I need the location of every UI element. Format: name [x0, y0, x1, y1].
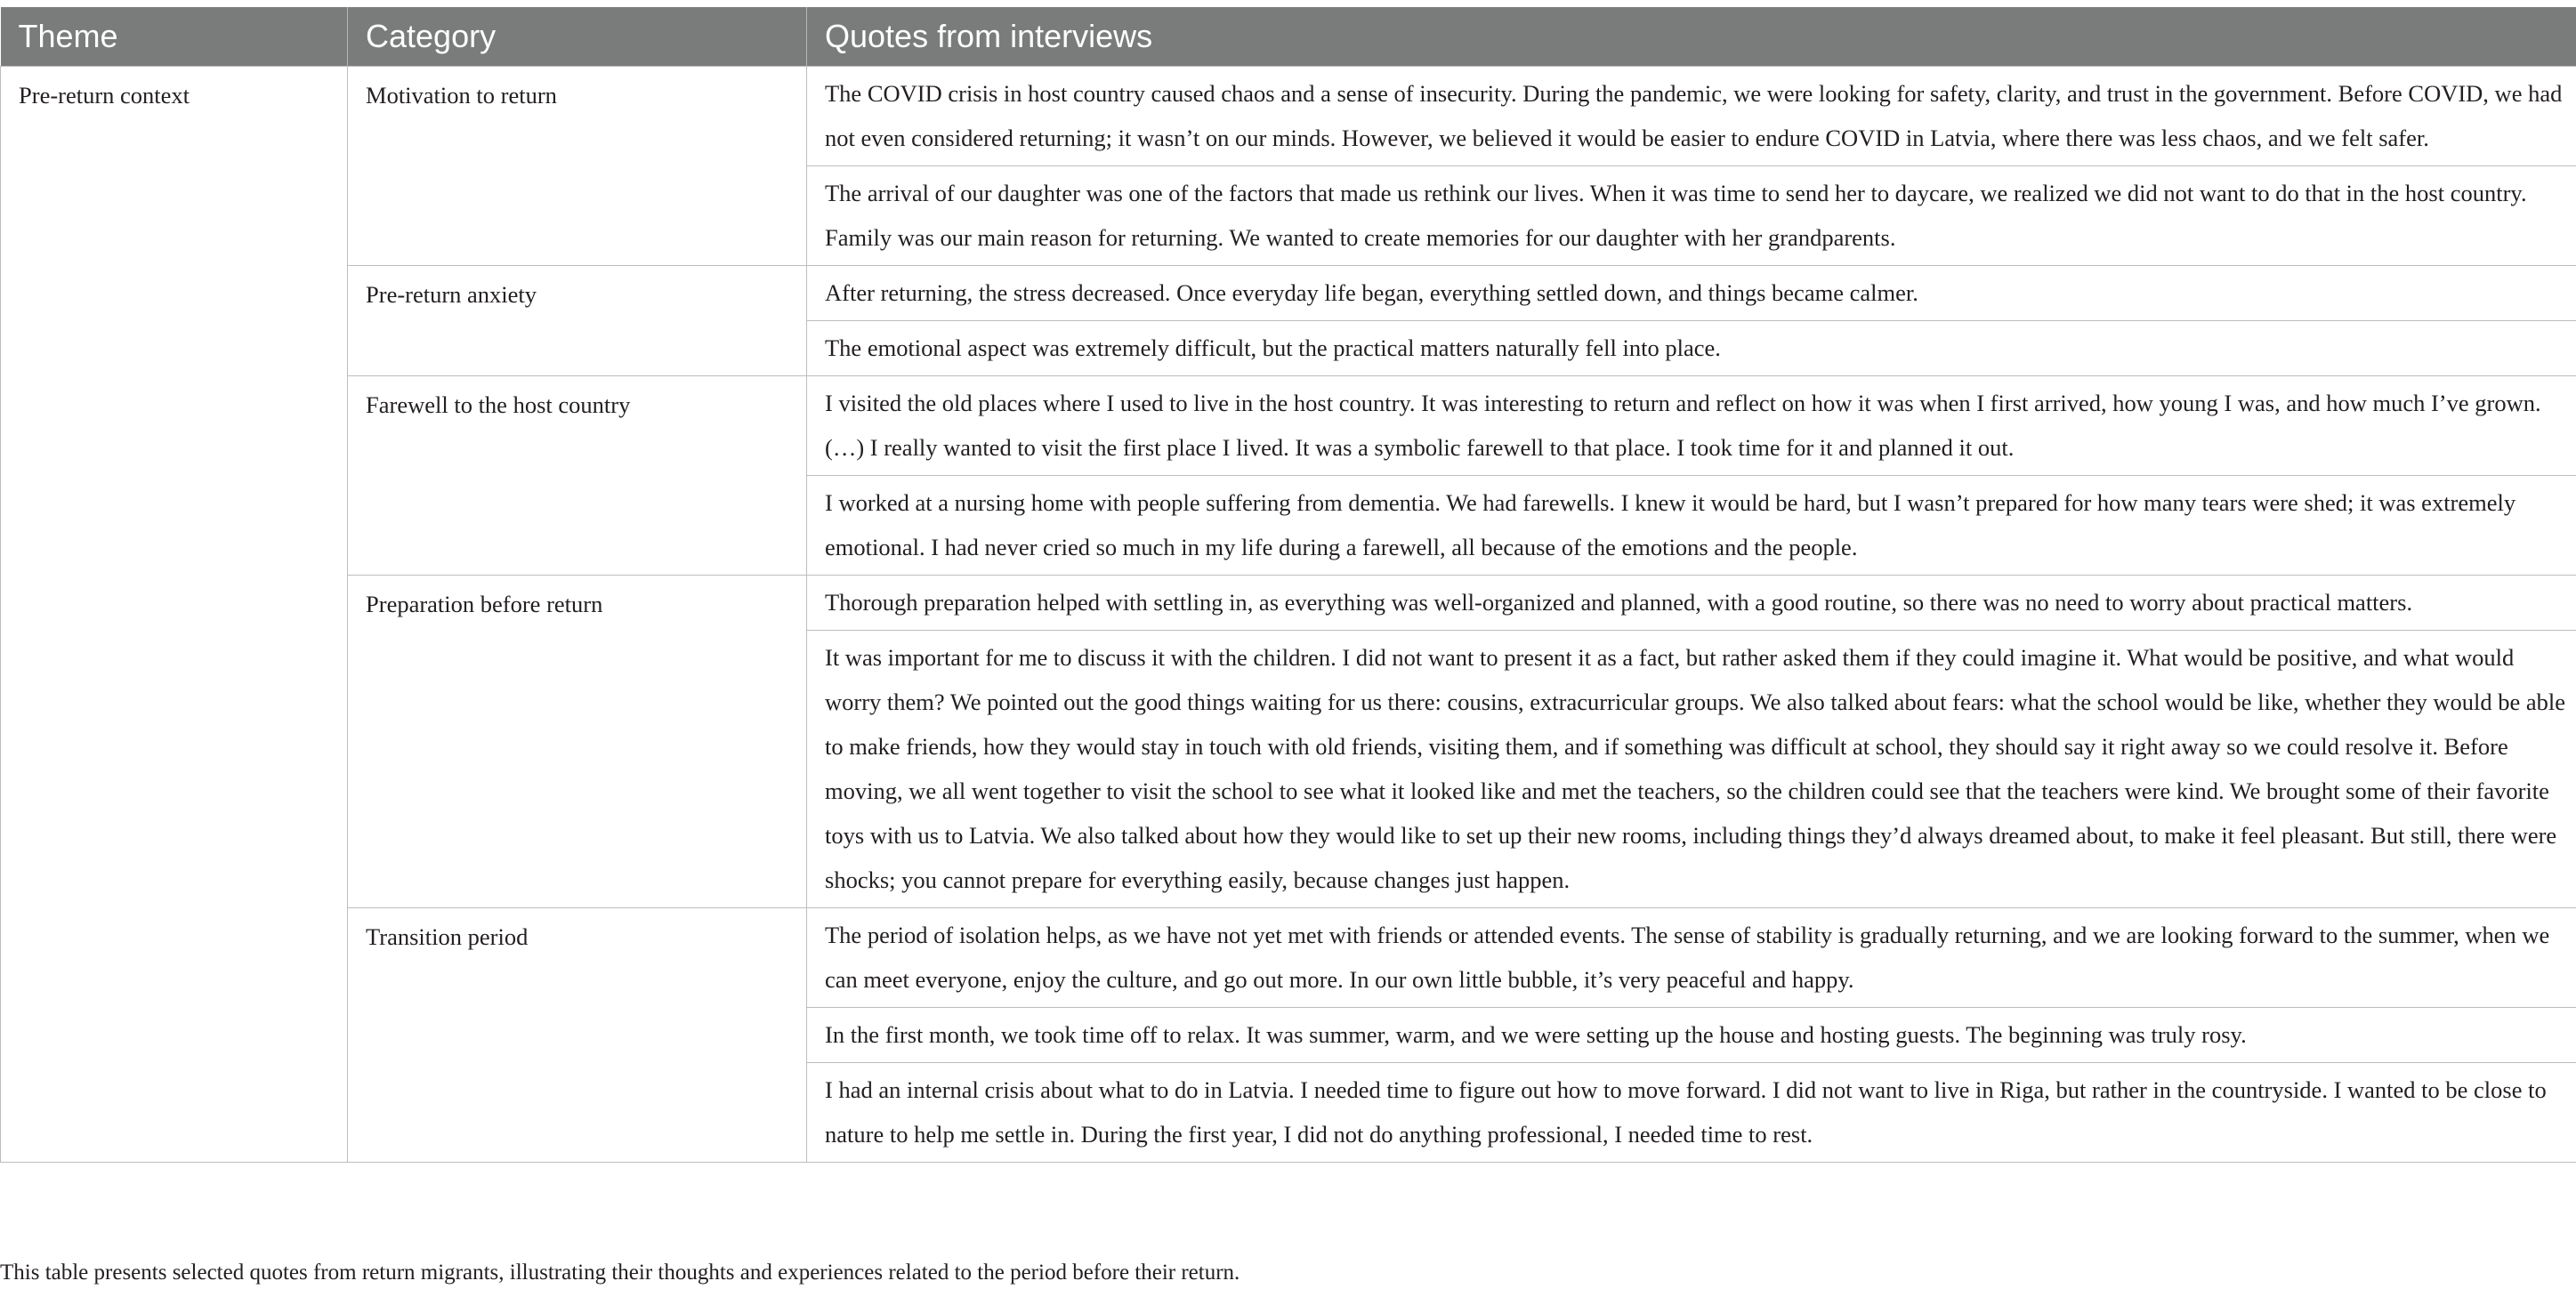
table-row	[1, 66, 2576, 165]
table-footnote: This table presents selected quotes from return migrants, illustrating their thoughts and experiences related to the period before their return.	[0, 1261, 1240, 1285]
header-theme: Theme	[1, 7, 348, 66]
category-cell: Preparation before return	[348, 575, 807, 907]
category-cell: Farewell to the host country	[348, 375, 807, 575]
quote-cell: I visited the old places where I used to live in the host country. It was interesting to return and reflect on how it was when I first arrived, how young I was, and how much I’ve grown. (…) I really wanted to visit the first place I lived. It was a symbolic farewell to that place. I took time for it and planned it out.	[807, 375, 2576, 475]
quote-cell: The arrival of our daughter was one of the factors that made us rethink our lives. When it was time to send her to daycare, we realized we did not want to do that in the host country. Family was our main reason for returning. We wanted to create memories for our daughter with her grandparents.	[807, 165, 2576, 265]
category-cell: Pre-return anxiety	[348, 265, 807, 375]
category-cell: Transition period	[348, 907, 807, 1162]
quote-cell: The period of isolation helps, as we have not yet met with friends or attended events. The sense of stability is gradually returning, and we are looking forward to the summer, when we can meet everyone, enjoy the culture, and go out more. In our own little bubble, it’s very peaceful and happy.	[807, 907, 2576, 1007]
quote-cell: The emotional aspect was extremely difficult, but the practical matters naturally fell into place.	[807, 320, 2576, 375]
quote-cell: I had an internal crisis about what to do in Latvia. I needed time to figure out how to move forward. I did not want to live in Riga, but rather in the countryside. I wanted to be close to nature to help me settle in. During the first year, I did not do anything professional, I needed time to rest.	[807, 1062, 2576, 1162]
quote-cell: In the first month, we took time off to relax. It was summer, warm, and we were setting up the house and hosting guests. The beginning was truly rosy.	[807, 1007, 2576, 1062]
table-header	[1, 7, 2576, 66]
quote-cell: It was important for me to discuss it with the children. I did not want to present it as a fact, but rather asked them if they could imagine it. What would be positive, and what would worry them? We pointed out the good things waiting for us there: cousins, extracurricular groups. We also talked about fears: what the school would be like, whether they would be able to make friends, how they would stay in touch with old friends, visiting them, and if something was difficult at school, they should say it right away so we could resolve it. Before moving, we all went together to visit the school to see what it looked like and met the teachers, so the children could see that the teachers were kind. We brought some of their favorite toys with us to Latvia. We also talked about how they would like to set up their new rooms, including things they’d always dreamed about, to make it feel pleasant. But still, there were shocks; you cannot prepare for everything easily, because changes just happen.	[807, 630, 2576, 907]
table-row	[1, 575, 2576, 630]
table-row	[1, 265, 2576, 320]
quote-cell: The COVID crisis in host country caused chaos and a sense of insecurity. During the pandemic, we were looking for safety, clarity, and trust in the government. Before COVID, we had not even considered returning; it wasn’t on our minds. However, we believed it would be easier to endure COVID in Latvia, where there was less chaos, and we felt safer.	[807, 66, 2576, 165]
header-quotes: Quotes from interviews	[807, 7, 2576, 66]
table-body	[1, 66, 2576, 1162]
header-category: Category	[348, 7, 807, 66]
quote-cell: I worked at a nursing home with people suffering from dementia. We had farewells. I knew it would be hard, but I wasn’t prepared for how many tears were shed; it was extremely emotional. I had never cried so much in my life during a farewell, all because of the emotions and the people.	[807, 475, 2576, 575]
quote-cell: Thorough preparation helped with settling in, as everything was well-organized and planned, with a good routine, so there was no need to worry about practical matters.	[807, 575, 2576, 630]
quote-cell: After returning, the stress decreased. Once everyday life began, everything settled down, and things became calmer.	[807, 265, 2576, 320]
category-cell: Motivation to return	[348, 66, 807, 265]
theme-cell: Pre-return context	[1, 66, 348, 1162]
table-row	[1, 907, 2576, 1007]
table-row	[1, 375, 2576, 475]
quotes-table	[0, 7, 2576, 1163]
header-row	[1, 7, 2576, 66]
